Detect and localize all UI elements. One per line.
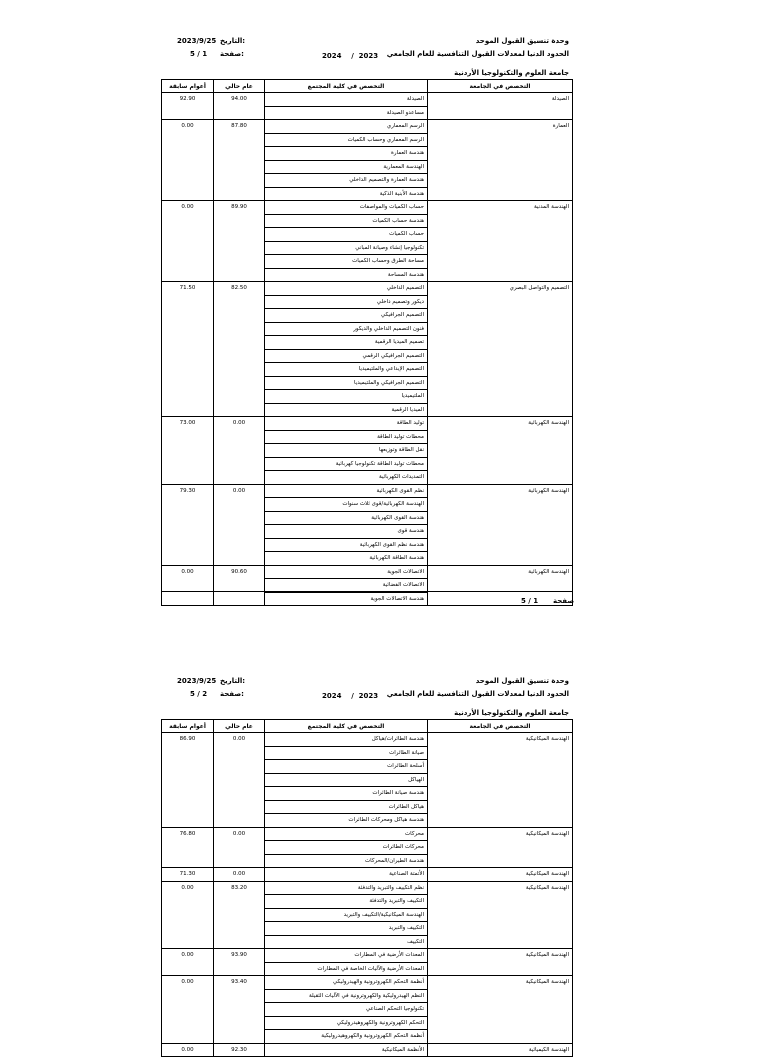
cc-specialty-item: الرسم المعماري [265,120,427,134]
cc-specialty-list [265,733,428,828]
table-row [162,827,573,868]
cc-specialty-item: الاتصالات الجوية [265,566,427,580]
date-label: التاريخ: [220,677,246,685]
cc-specialty-item: محطات توليد الطاقة [265,431,427,445]
table-group [162,282,573,417]
current-year-value: 94.00 [214,93,265,120]
current-year-value: 92.30 [214,1043,265,1057]
col-current-year: عام حالي [214,720,265,733]
cc-specialty-item: محركات [265,828,427,842]
current-year-value: 0.00 [214,868,265,882]
current-year-value: 0.00 [214,484,265,565]
page-divider [161,591,572,592]
cc-specialty-item: هياكل الطائرات [265,801,427,815]
col-cc-specialty: التخصص في كلية المجتمع [265,80,428,93]
col-previous-years: أعوام سابقة [162,720,214,733]
cc-specialty-item: الاتصالات الفضائية [265,579,427,593]
table-group [162,976,573,1044]
table-group [162,565,573,606]
table-group [162,733,573,828]
cc-specialty-item: هندسة هياكل ومحركات الطائرات [348,817,424,823]
previous-years-value: 73.00 [162,417,214,485]
cc-specialty-item: تكنولوجيا التحكم الصناعي [265,1003,427,1017]
footer-page-number: 5 / 1 [521,597,539,605]
uni-specialty: الهندسة الميكانيكية [428,827,573,868]
cc-specialty-list [265,976,428,1044]
cc-specialty-item: الميديا الرقمية [391,406,424,413]
cc-specialty-list [265,120,428,201]
cc-specialty-item: أسلحة الطائرات [265,760,427,774]
table-row [162,976,573,1044]
cc-specialty-item: هندسة الطائرات/هياكل [265,733,427,747]
cc-specialty-item: حساب الكميات والمواصفات [265,201,427,215]
table-row [162,484,573,565]
cc-specialty-item: نظم القوى الكهربائية [265,485,427,499]
cc-specialty-list [265,201,428,282]
cc-specialty-item: هندسة نظم القوى الكهربائية [265,539,427,553]
cc-specialty-list [265,484,428,565]
university-name: جامعة العلوم والتكنولوجيا الأردنية [454,69,569,77]
cc-specialty-item: مساحة الطرق وحساب الكميات [265,255,427,269]
org-name: وحدة تنسيق القبول الموحد [475,37,569,45]
cc-specialty-item: أنظمة التحكم الكهروترونية والكهروهيدروليكية [321,1033,424,1039]
table-row [162,417,573,485]
cc-specialty-item: أنظمة التحكم الكهروترونية والهيدروليكي [265,976,427,990]
date-label: التاريخ: [220,37,246,45]
previous-years-value: 0.00 [162,201,214,282]
cc-specialty-item: ديكور وتصميم داخلي [265,296,427,310]
current-year-value: 93.90 [214,949,265,976]
previous-years-value: 86.90 [162,733,214,828]
cc-specialty-item: النظم الهيدروليكية والكهروترونية في الآليات الثقيلة [265,990,427,1004]
admission-table [161,719,573,1057]
previous-years-value: 76.80 [162,827,214,868]
cc-specialty-item: التصميم الإبداعي والملتيميديا [265,363,427,377]
report-title: الحدود الدنيا لمعدلات القبول التنافسية للعام الجامعي [386,50,569,58]
page-label: صفحة: [220,50,244,58]
cc-specialty-list [265,881,428,949]
current-year-value: 87.80 [214,120,265,201]
cc-specialty-item: التصميم الداخلي [265,282,427,296]
current-year-value: 0.00 [214,417,265,485]
cc-specialty-item: التكييف والتبريد [265,922,427,936]
col-uni-specialty: التخصص في الجامعة [428,720,573,733]
previous-years-value: 92.90 [162,93,214,120]
table-group [162,93,573,120]
cc-specialty-item: فنون التصميم الداخلي والديكور [265,323,427,337]
uni-specialty: الهندسة الميكانيكية [428,868,573,882]
cc-specialty-item: تصميم الميديا الرقمية [265,336,427,350]
table-row [162,93,573,120]
uni-specialty: التصميم والتواصل البصري [428,282,573,417]
table-row [162,201,573,282]
cc-specialty-item: حساب الكميات [265,228,427,242]
cc-specialty-item: هندسة العمارة [265,147,427,161]
date-value: 2023/9/25 [177,677,217,685]
uni-specialty: الهندسة الميكانيكية [428,881,573,949]
cc-specialty-item: مساعدو الصيدلة [386,109,424,116]
table-group [162,201,573,282]
table-group [162,827,573,868]
uni-specialty: الهندسة الكهربائية [428,565,573,606]
cc-specialty-list [265,282,428,417]
col-uni-specialty: التخصص في الجامعة [428,80,573,93]
table-row [162,881,573,949]
cc-specialty-item: التصميم الجرافيكي الرقمي [265,350,427,364]
cc-specialty-item: محركات الطائرات [265,841,427,855]
cc-specialty-item: هندسة حساب الكميات [265,215,427,229]
uni-specialty: الهندسة المدنية [428,201,573,282]
table-row [162,565,573,606]
cc-specialty-item: هندسة المساحة [387,271,424,278]
cc-specialty-item: صيانة الطائرات [265,747,427,761]
uni-specialty: الهندسة الكهربائية [428,417,573,485]
cc-specialty-item: التصميم الجرافيكي [265,309,427,323]
table-group [162,949,573,976]
date-value: 2023/9/25 [177,37,217,45]
cc-specialty-item: محطات توليد الطاقة تكنولوجيا كهربائية [265,458,427,472]
col-cc-specialty: التخصص في كلية المجتمع [265,720,428,733]
cc-specialty-item: هندسة العمارة والتصميم الداخلي [265,174,427,188]
cc-specialty-item: الرسم المعماري وحساب الكميات [265,134,427,148]
previous-years-value: 79.30 [162,484,214,565]
table-group [162,868,573,882]
cc-specialty-list [265,827,428,868]
cc-specialty-list [265,949,428,976]
current-year-value: 0.00 [214,733,265,828]
cc-specialty-item: تكنولوجيا إنشاء وصيانة المباني [265,242,427,256]
cc-specialty-list [265,868,428,882]
admission-table [161,79,573,606]
table-group [162,1043,573,1057]
table-row [162,949,573,976]
uni-specialty: الهندسة الميكانيكية [428,733,573,828]
uni-specialty: العمارة [428,120,573,201]
year-range: 2024 / 2023 [322,692,379,700]
page-number: 5 / 1 [190,50,208,58]
cc-specialty-item: هندسة صيانة الطائرات [265,787,427,801]
cc-specialty-list [265,565,428,606]
cc-specialty-item: هندسة الأبنية الذكية [379,190,424,197]
cc-specialty-item: هندسة الطيران/المحركات [364,857,424,864]
cc-specialty-item: التحكم الكهروترونية والكهروهيدروليكي [265,1017,427,1031]
page-label: صفحة: [220,690,244,698]
previous-years-value: 0.00 [162,881,214,949]
report-title: الحدود الدنيا لمعدلات القبول التنافسية للعام الجامعي [386,690,569,698]
table-group [162,484,573,565]
current-year-value: 89.90 [214,201,265,282]
footer-page-label: صفحة [553,597,575,605]
cc-specialty-item: توليد الطاقة [265,417,427,431]
cc-specialty-item: الهندسة المعمارية [265,161,427,175]
cc-specialty-item: التمديدات الكهربائية [379,474,424,480]
table-row [162,733,573,828]
year-range: 2024 / 2023 [322,52,379,60]
current-year-value: 82.50 [214,282,265,417]
cc-specialty-list [265,417,428,485]
cc-specialty-item: الصيدلة [265,93,427,107]
previous-years-value: 71.50 [162,282,214,417]
previous-years-value: 0.00 [162,120,214,201]
uni-specialty: الهندسة الميكانيكية [428,976,573,1044]
previous-years-value: 0.00 [162,949,214,976]
cc-specialty-item: الهندسة الميكانيكية/التكييف والتبريد [265,909,427,923]
table-group [162,881,573,949]
col-previous-years: أعوام سابقة [162,80,214,93]
cc-specialty-item: الملتيميديا [265,390,427,404]
table-row [162,120,573,201]
cc-specialty-list [265,93,428,120]
org-name: وحدة تنسيق القبول الموحد [475,677,569,685]
uni-specialty: الهندسة الكيميائية [428,1043,573,1057]
cc-specialty-item: هندسة قوى [265,525,427,539]
cc-specialty-item: الهندسة الكهربائية/قوى ثلاث سنوات [265,498,427,512]
cc-specialty-item: التكييف [407,938,424,945]
previous-years-value: 71.30 [162,868,214,882]
cc-specialty-list [265,1043,428,1057]
cc-specialty-item: هندسة الاتصالات الجوية [370,595,424,602]
previous-years-value: 0.00 [162,565,214,606]
page-number: 5 / 2 [190,690,208,698]
cc-specialty-item: نقل الطاقة وتوزيعها [265,444,427,458]
table-row [162,868,573,882]
current-year-value: 93.40 [214,976,265,1044]
cc-specialty-item: هندسة القوى الكهربائية [265,512,427,526]
table-group [162,120,573,201]
uni-specialty: الهندسة الكهربائية [428,484,573,565]
cc-specialty-item: التكييف والتبريد والتدفئة [265,895,427,909]
report-page-2 [0,640,768,1053]
cc-specialty-item: التصميم الجرافيكي والملتيميديا [265,377,427,391]
cc-specialty-item: الأتمتة الصناعية [389,871,424,877]
previous-years-value: 0.00 [162,976,214,1044]
current-year-value: 83.20 [214,881,265,949]
uni-specialty: الصيدلة [428,93,573,120]
cc-specialty-item: هندسة الطاقة الكهربائية [369,555,424,561]
table-group [162,417,573,485]
uni-specialty: الهندسة الميكانيكية [428,949,573,976]
current-year-value: 90.60 [214,565,265,606]
cc-specialty-item: الأنظمة الميكانيكية [381,1046,424,1053]
university-name: جامعة العلوم والتكنولوجيا الأردنية [454,709,569,717]
current-year-value: 0.00 [214,827,265,868]
table-row [162,1043,573,1057]
cc-specialty-item: الهياكل [265,774,427,788]
cc-specialty-item: المعدات الأرضية والآليات الخاصة في المطارات [317,965,424,972]
cc-specialty-item: المعدات الأرضية في المطارات [265,949,427,963]
col-current-year: عام حالي [214,80,265,93]
cc-specialty-item: نظم التكييف والتبريد والتدفئة [265,882,427,896]
table-row [162,282,573,417]
previous-years-value: 0.00 [162,1043,214,1057]
